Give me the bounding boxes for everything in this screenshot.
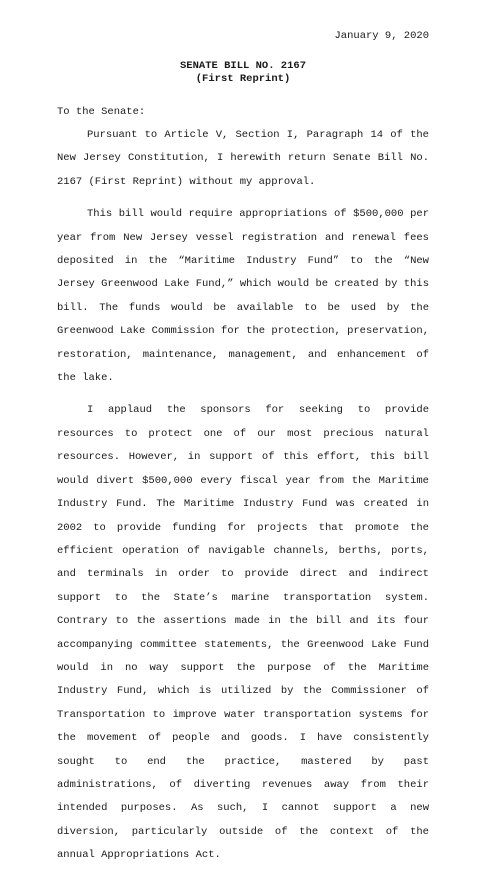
- body-paragraph: Pursuant to Article V, Section I, Paragraph 14 of the New Jersey Constitution, I herewith return Senate Bill No. 2167 (First Reprint) without my approval.: [57, 129, 429, 188]
- salutation: To the Senate:: [57, 106, 146, 118]
- letter-body: [57, 124, 429, 877]
- body-paragraph: This bill would require appropriations of $500,000 per year from New Jersey vessel registration and renewal fees deposited in the “Maritime Industry Fund” to the “New Jersey Greenwood Lake Fund,” which would be created by this bill. The funds would be available to be used by the Greenwood Lake Commission for the protection, preservation, restoration, maintenance, management, and enhancement of the lake.: [57, 208, 429, 385]
- letter-date: January 9, 2020: [334, 30, 429, 42]
- bill-title: SENATE BILL NO. 2167: [179, 60, 307, 72]
- bill-subtitle: (First Reprint): [195, 73, 291, 85]
- bill-heading: [0, 60, 486, 86]
- body-paragraph: I applaud the sponsors for seeking to provide resources to protect one of our most precious natural resources. However, in support of this effort, this bill would divert $500,000 every fiscal year from the Maritime Industry Fund. The Maritime Industry Fund was created in 2002 to provide funding for projects that promote the efficient operation of navigable channels, berths, ports, and terminals in order to provide direct and indirect support to the State’s marine transportation system. Contrary to the assertions made in the bill and its four accompanying committee statements, the Greenwood Lake Fund would in no way support the purpose of the Maritime Industry Fund, which is utilized by the Commissioner of Transportation to improve water transportation systems for the movement of people and goods. I have consistently sought to end the practice, mastered by past administrations, of diverting revenues away from their intended purposes. As such, I cannot support a new diversion, particularly outside of the context of the annual Appropriations Act.: [57, 404, 429, 862]
